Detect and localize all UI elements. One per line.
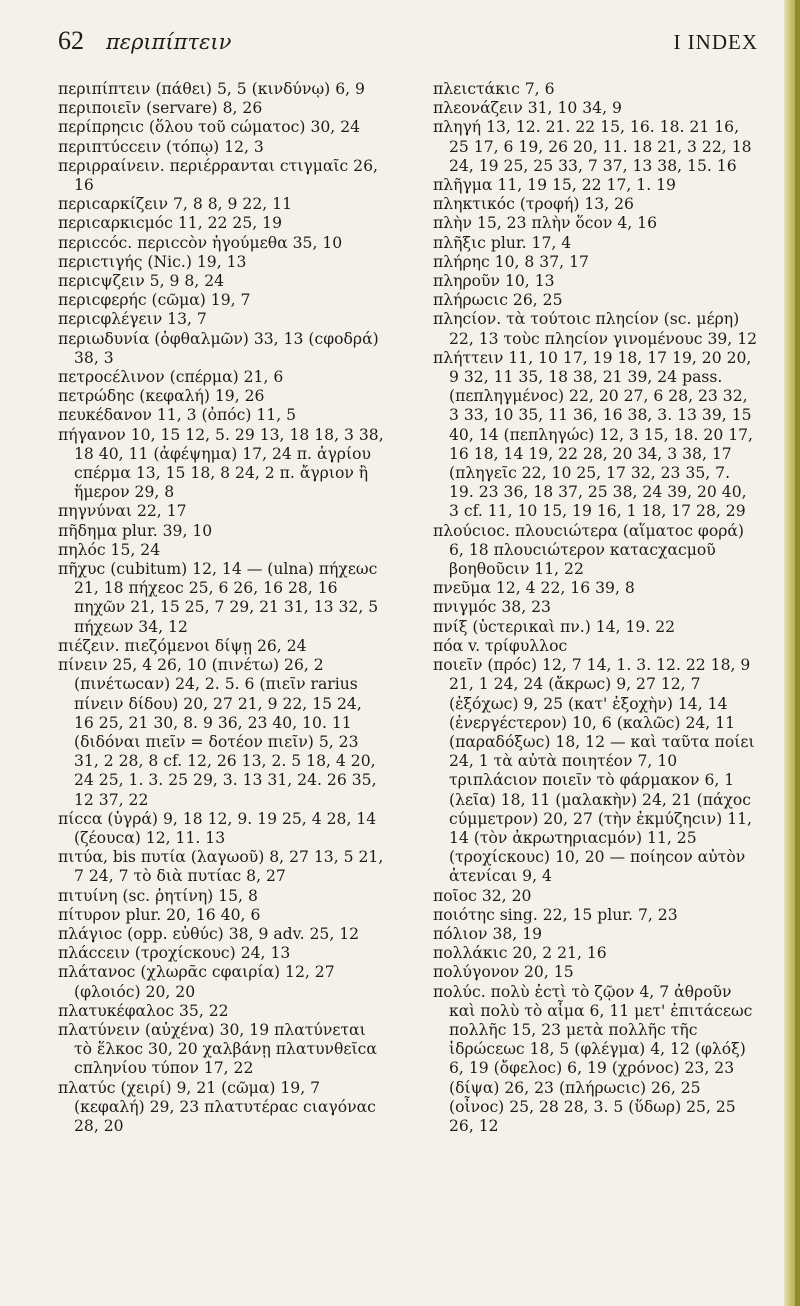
index-entry: περιcφλέγειν 13, 7 [58, 310, 207, 329]
index-entry: πιτυίνη (sc. ῥητίνη) 15, 8 [58, 886, 258, 905]
running-head: περιπίπτειν [106, 30, 232, 54]
index-entry: πῆχυc (cubitum) 12, 14 — (ulna) πήχεωc 21, 18 πήχεοc 25, 6 26, 16 28, 16 πηχῶν 21, 15 25, 7 29, 21 31, 13 32, 5 πήχεων 34, 12 [58, 560, 379, 636]
index-entry: πίccα (ὑγρά) 9, 18 12, 9. 19 25, 4 28, 14 (ζέουcα) 12, 11. 13 [58, 809, 377, 847]
index-entry: πετρώδηc (κεφαλή) 19, 26 [58, 387, 265, 406]
index-entry: περιcφερήc (cῶμα) 19, 7 [58, 291, 251, 310]
index-entry: πλατύc (χειρί) 9, 21 (cῶμα) 19, 7 (κεφαλή) 29, 23 πλατυτέραc cιαγόναc 28, 20 [58, 1078, 376, 1135]
section-title: I INDEX [673, 30, 758, 54]
index-entry: πλήρηc 10, 8 37, 17 [433, 252, 589, 271]
index-entry: πηλόc 15, 24 [58, 540, 161, 559]
index-entry: πλὴν 15, 23 πλὴν ὅcον 4, 16 [433, 214, 658, 233]
index-entry: ποῖοc 32, 20 [433, 886, 532, 905]
index-entry: πευκέδανον 11, 3 (ὀπόc) 11, 5 [58, 406, 297, 425]
index-entry: πίνειν 25, 4 26, 10 (πινέτω) 26, 2 (πινέτωcαν) 24, 2. 5. 6 (πιεῖν rarius πίνειν δίδου) 20, 27 21, 9 22, 15 24, 16 25, 21 30, 8. 9 36, 23 40, 10. 11 (διδόναι πιεῖν = δοτέον πιεῖν) 5, 23 31, 2 28, 8 cf. 12, 26 13, 2. 5 18, 4 20, 24 25, 1. 3. 25 29, 3. 13 31, 24. 26 35, 12 37, 22 [58, 656, 377, 809]
index-entry: πήγανον 10, 15 12, 5. 29 13, 18 18, 3 38, 18 40, 11 (ἀφέψημα) 17, 24 π. ἀγρίου cπέρμα 13, 15 18, 8 24, 2 π. ἄγριον ἢ ἥμερον 29, 8 [58, 425, 384, 502]
index-entry: πλεονάζειν 31, 10 34, 9 [433, 99, 622, 118]
index-entry: περιπίπτειν (πάθει) 5, 5 (κινδύνῳ) 6, 9 [58, 80, 365, 98]
index-entry: περιποιεῖν (servare) 8, 26 [58, 99, 263, 118]
index-entry: περιcαρκίζειν 7, 8 8, 9 22, 11 [58, 195, 293, 214]
index-entry: περίπρηcιc (ὅλου τοῦ cώματοc) 30, 24 [58, 118, 361, 137]
index-entry: περιcτιγής (Nic.) 19, 13 [58, 252, 247, 271]
index-entry: πετροcέλινον (cπέρμα) 21, 6 [58, 368, 284, 387]
index-entry: πλατύνειν (αὐχένα) 30, 19 πλατύνεται τὸ ἕλκοc 30, 20 χαλβάνῃ πλατυνθεῖcα cπληνίου τύπον 17, 22 [58, 1020, 377, 1078]
index-entry: πλειcτάκιc 7, 6 [433, 80, 555, 98]
index-entry: περιcψζειν 5, 9 8, 24 [58, 272, 225, 291]
index-entry: πιτύα, bis πυτία (λαγωοῦ) 8, 27 13, 5 21, 7 24, 7 τὸ διὰ πυτίαc 8, 27 [58, 848, 384, 886]
index-entry: πλήττειν 11, 10 17, 19 18, 17 19, 20 20, 9 32, 11 35, 18 38, 21 39, 24 pass. (πεπληγμένοc) 22, 20 27, 6 28, 23 32, 3 33, 10 35, 11 36, 16 38, 3. 13 39, 15 40, 14 (πεπληγώc) 12, 3 15, 18. 20 17, 16 18, 14 19, 22 28, 20 34, 3 38, 17 (πληγεῖc 22, 10 25, 17 32, 23 35, 7. 19. 23 36, 18 37, 25 38, 24 39, 20 40, 3 cf. 11, 10 15, 19 16, 1 18, 17 28, 29 [433, 348, 753, 521]
left-column [58, 80, 384, 1136]
index-entry: πλῆξιc plur. 17, 4 [433, 233, 572, 252]
index-entry: πληcίον. τὰ τούτοιc πληcίον (sc. μέρη) 22, 13 τοὺc πληcίον γινομένουc 39, 12 [433, 310, 758, 348]
index-entry: πόλιον 38, 19 [433, 924, 543, 943]
index-entry: πλῆγμα 11, 19 15, 22 17, 1. 19 [433, 176, 676, 195]
index-entry: πολλάκιc 20, 2 21, 16 [433, 944, 607, 963]
index-entry: πιέζειν. πιεζόμενοι δίψῃ 26, 24 [58, 636, 307, 655]
index-entry: πλατυκέφαλοc 35, 22 [58, 1001, 229, 1020]
index-entry: πληγή 13, 12. 21. 22 15, 16. 18. 21 16, 25 17, 6 19, 26 20, 11. 18 21, 3 22, 18 24, 19 25, 25 33, 7 37, 13 38, 15. 16 [433, 118, 752, 175]
index-entry: περιρραίνειν. περιέρρανται cτιγμαῖc 26, 16 [58, 156, 378, 195]
index-entry: πλήρωcιc 26, 25 [433, 291, 563, 310]
page-edge-shadow [795, 0, 800, 1306]
index-entry: πνεῦμα 12, 4 22, 16 39, 8 [433, 579, 635, 598]
index-entry: πληκτικόc (τροφή) 13, 26 [433, 195, 634, 214]
index-entry: πλάτανοc (χλωρᾶc cφαιρία) 12, 27 (φλοιόc) 20, 20 [58, 963, 335, 1001]
page-number: 62 [58, 26, 84, 55]
index-entry: πλάγιοc (opp. εὐθύc) 38, 9 adv. 25, 12 [58, 924, 360, 943]
page-header [58, 26, 758, 62]
index-entry: πίτυρον plur. 20, 16 40, 6 [58, 905, 261, 924]
index-entry: περιωδυνία (ὀφθαλμῶν) 33, 13 (cφοδρά) 38, 3 [58, 329, 379, 367]
index-entry: περιπτύccειν (τόπῳ) 12, 3 [58, 137, 264, 156]
index-entry: πνίξ (ὑcτερικαὶ πν.) 14, 19. 22 [433, 617, 676, 636]
index-entry: πλούcιοc. πλουcιώτερα (αἵματοc φορά) 6, 18 πλουcιώτερον καταcχαcμοῦ βοηθοῦcιν 11, 22 [433, 521, 744, 579]
index-entry: πληροῦν 10, 13 [433, 272, 555, 291]
index-entry: πολύc. πολὺ ἐcτὶ τὸ ζῷον 4, 7 ἀθροῦν καὶ πολὺ τὸ αἷμα 6, 11 μετ' ἐπιτάcεωc πολλῆc 15, 23 μετὰ πολλῆc τῆc ἱδρώcεωc 18, 5 (φλέγμα) 4, 12 (φλόξ) 6, 19 (ὄφελοc) 6, 19 (χρόνοc) 23, 23 (δίψα) 26, 23 (πλήρωcιc) 26, 25 (οἶνοc) 25, 28 28, 3. 5 (ὕδωρ) 25, 25 26, 12 [433, 982, 753, 1135]
index-entry: περιcαρκιcμόc 11, 22 25, 19 [58, 214, 283, 233]
index-entry: πῆδημα plur. 39, 10 [58, 521, 213, 540]
index-entry: ποιότηc sing. 22, 15 plur. 7, 23 [433, 905, 678, 924]
index-entry: περιccόc. περιccὸν ἡγούμεθα 35, 10 [58, 233, 343, 252]
index-entry: πηγνύναι 22, 17 [58, 502, 187, 521]
index-entry: ποιεῖν (πρόc) 12, 7 14, 1. 3. 12. 22 18, 9 21, 1 24, 24 (ἄκρωc) 9, 27 12, 7 (ἐξόχωc) 9, 25 (κατ' ἐξοχὴν) 14, 14 (ἐνεργέcτερον) 10, 6 (καλῶc) 24, 11 (παραδόξωc) 18, 12 — καὶ ταῦτα ποίει 24, 1 τὰ αὐτὰ ποιητέον 7, 10 τριπλάcιον ποιεῖν τὸ φάρμακον 6, 1 (λεῖα) 18, 11 (μαλακὴν) 24, 21 (πάχοc cύμμετρον) 20, 27 (τὴν ἐκμύζηcιν) 11, 14 (τὸν ἀκρωτηριαcμόν) 11, 25 (τροχίcκουc) 10, 20 — ποίηcον αὐτὸν ἀτενίcαι 9, 4 [433, 656, 755, 886]
index-entry: πολύγονον 20, 15 [433, 963, 574, 982]
right-column [433, 80, 759, 1136]
index-entry: πόα v. τρίφυλλοc [433, 636, 568, 655]
index-entry: πλάccειν (τροχίcκουc) 24, 13 [58, 944, 291, 963]
index-entry: πνιγμόc 38, 23 [433, 598, 551, 617]
